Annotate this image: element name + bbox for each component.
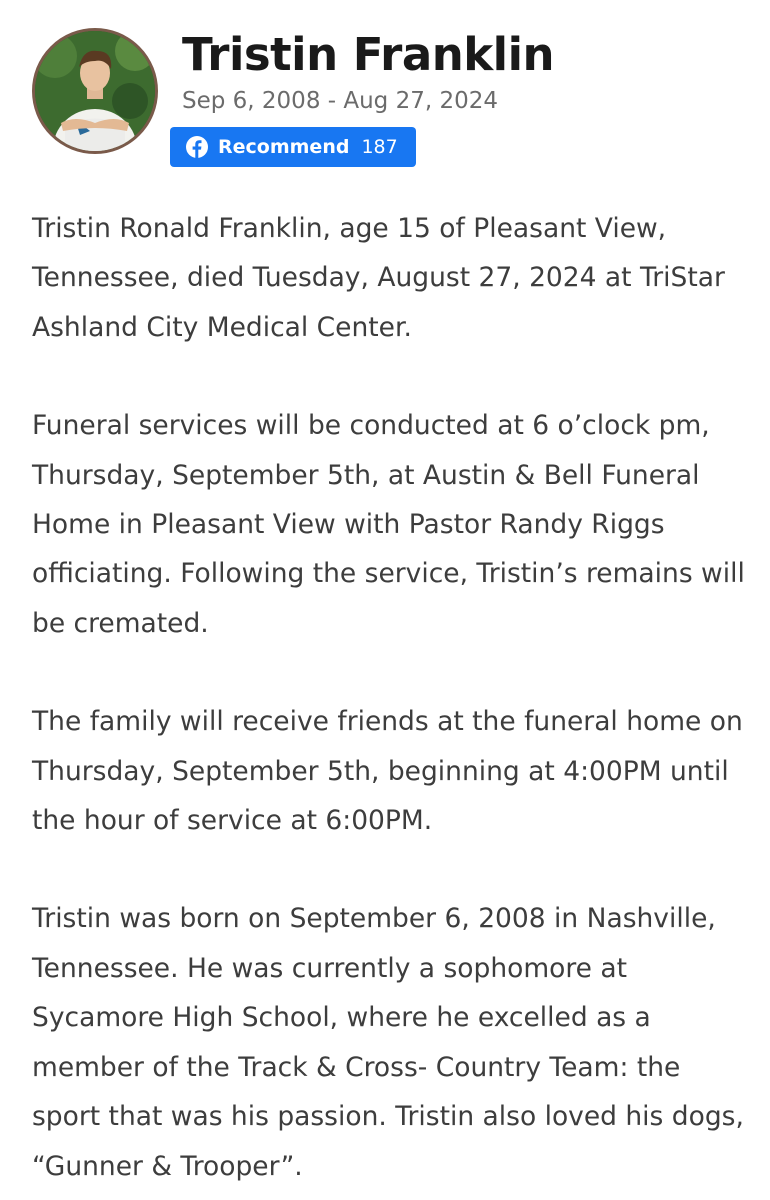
portrait-photo	[35, 31, 155, 151]
obituary-paragraph: The family will receive friends at the funeral home on Thursday, September 5th, beginning at 4:00PM until the hour of service at 6:00PM.	[32, 706, 743, 837]
obituary-header	[32, 28, 752, 178]
obituary-body	[32, 204, 752, 1191]
avatar	[32, 28, 158, 154]
life-dates: Sep 6, 2008 - Aug 27, 2024	[182, 88, 499, 114]
facebook-icon	[186, 136, 208, 158]
recommend-label: Recommend	[218, 136, 350, 158]
obituary-paragraph: Funeral services will be conducted at 6 o’clock pm, Thursday, September 5th, at Austin & Bell Funeral Home in Pleasant View with Pastor Randy Riggs officiating. Following the service, Tristin’s remains will be cremated.	[32, 410, 745, 639]
recommend-button[interactable]	[170, 127, 416, 167]
recommend-count: 187	[361, 136, 398, 158]
obituary-paragraph: Tristin was born on September 6, 2008 in Nashville, Tennessee. He was currently a sophomore at Sycamore High School, where he excelled as a member of the Track & Cross- Country Team: the sport that was his passion. Tristin also loved his dogs, “Gunner & Trooper”.	[32, 903, 744, 1182]
obituary-paragraph: Tristin Ronald Franklin, age 15 of Pleasant View, Tennessee, died Tuesday, August 27, 2024 at TriStar Ashland City Medical Center.	[32, 213, 725, 343]
deceased-name: Tristin Franklin	[182, 28, 555, 81]
